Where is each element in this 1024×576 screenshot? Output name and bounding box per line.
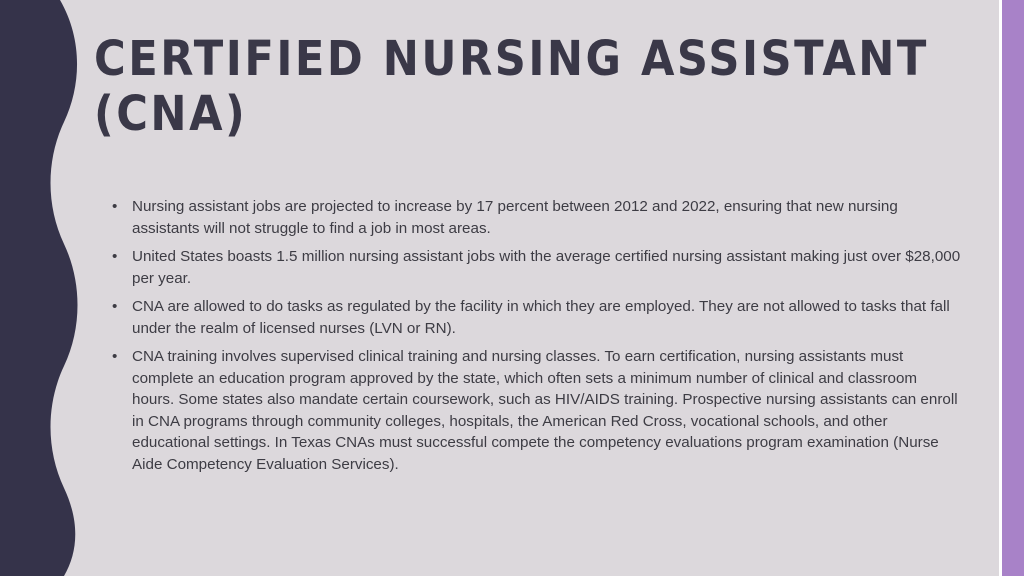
accent-strip-bar — [1002, 0, 1024, 576]
wave-decoration-band — [0, 0, 80, 576]
bullet-dot: • — [112, 298, 118, 315]
wave-shape — [0, 0, 78, 576]
bullet-dot: • — [112, 198, 118, 215]
bullet-item — [112, 296, 962, 339]
bullet-list — [112, 196, 962, 482]
bullet-item — [112, 196, 962, 239]
bullet-item — [112, 346, 962, 475]
bullet-text: Nursing assistant jobs are projected to increase by 17 percent between 2012 and 2022, ensuring that new nursing assistants will not struggle to find a job in most areas. — [132, 198, 898, 237]
slide-title: CERTIFIED NURSING ASSISTANT (CNA) — [94, 31, 929, 142]
bullet-dot: • — [112, 348, 118, 365]
bullet-text: United States boasts 1.5 million nursing assistant jobs with the average certified nursing assistant making just over $28,000 per year. — [132, 248, 961, 287]
bullet-text: CNA training involves supervised clinical training and nursing classes. To earn certification, nursing assistants must complete an education program approved by the state, which often sets a minimum number of clinical and classroom hours. Some states also mandate certain coursework, such as HIV/AIDS training. Prospective nursing assistants can enroll in CNA programs through community colleges, hospitals, the American Red Cross, vocational schools, and other educational settings. In Texas CNAs must successful compete the competency evaluations program examination (Nurse Aide Competency Evaluation Services). — [132, 348, 958, 473]
bullet-item — [112, 246, 962, 289]
right-accent-strip — [999, 0, 1024, 576]
bullet-dot: • — [112, 248, 118, 265]
bullet-text: CNA are allowed to do tasks as regulated by the facility in which they are employed. They are not allowed to tasks that fall under the realm of licensed nurses (LVN or RN). — [132, 298, 950, 337]
